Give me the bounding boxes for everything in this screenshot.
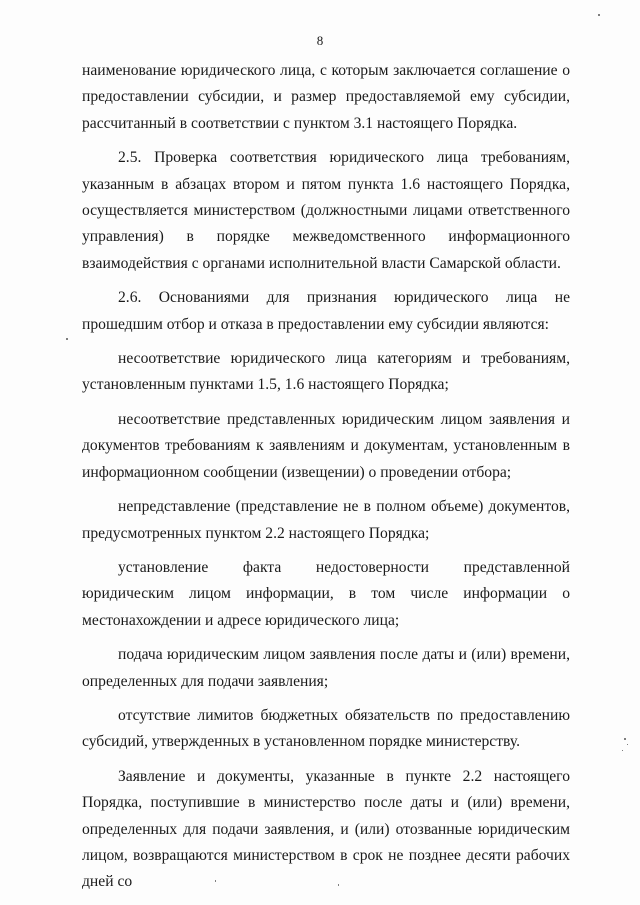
ground-item-6: отсутствие лимитов бюджетных обязательств по предоставлению субсидий, утвержденных в установленном порядке министерству. [82,706,570,751]
ground-item-1: несоответствие юридического лица категориям и требованиям, установленным пунктами 1.5, 1.6 настоящего Порядка; [82,350,570,394]
paragraph-2-6: 2.6. Основаниями для признания юридического лица не прошедшим отбор и отказа в предоставлении ему субсидии являются: [82,289,570,333]
scan-speck [338,884,339,886]
ground-item-4: установление факта недостоверности представленной юридическим лицом информации, в том числе информации о местонахождении и адресе юридического лица; [82,558,570,629]
scan-speck [598,14,600,16]
ground-item-2: несоответствие представленных юридическим лицом заявления и документов требованиям к заявлениям и документам, установленным в информационном сообщении (извещении) о проведении отбора; [82,410,570,481]
scan-speck [622,750,623,751]
ground-item-5: подача юридическим лицом заявления после даты и (или) времени, определенных для подачи заявления; [82,646,570,690]
page-number: 8 [316,33,324,48]
paragraph-1: наименование юридического лица, с которым заключается соглашение о предоставлении субсидии, и размер предоставляемой ему субсидии, рассчитанный в соответствии с пунктом 3.1 настоящего Порядка. [82,62,570,132]
scan-speck [66,338,68,340]
document-body [82,58,570,904]
paragraph-2-5: 2.5. Проверка соответствия юридического лица требованиям, указанным в абзацах втором и пятом пункта 1.6 настоящего Порядка, осуществляется министерством (должностными лицами ответственного управления) в порядке межведомственного информационного взаимодействия с органами исполнительной власти Самарской области. [82,149,570,272]
scan-speck [215,880,216,882]
ground-item-3: непредставление (представление не в полном объеме) документов, предусмотренных пунктом 2.2 настоящего Порядка; [82,498,570,542]
scan-speck [627,744,628,745]
scan-speck [624,738,626,740]
paragraph-return-documents: Заявление и документы, указанные в пункте 2.2 настоящего Порядка, поступившие в министерство после даты и (или) времени, определенных для подачи заявления, и (или) отозванные юридическим лицом, возвращаются министерством в срок не позднее десяти рабочих дней со [82,767,570,891]
